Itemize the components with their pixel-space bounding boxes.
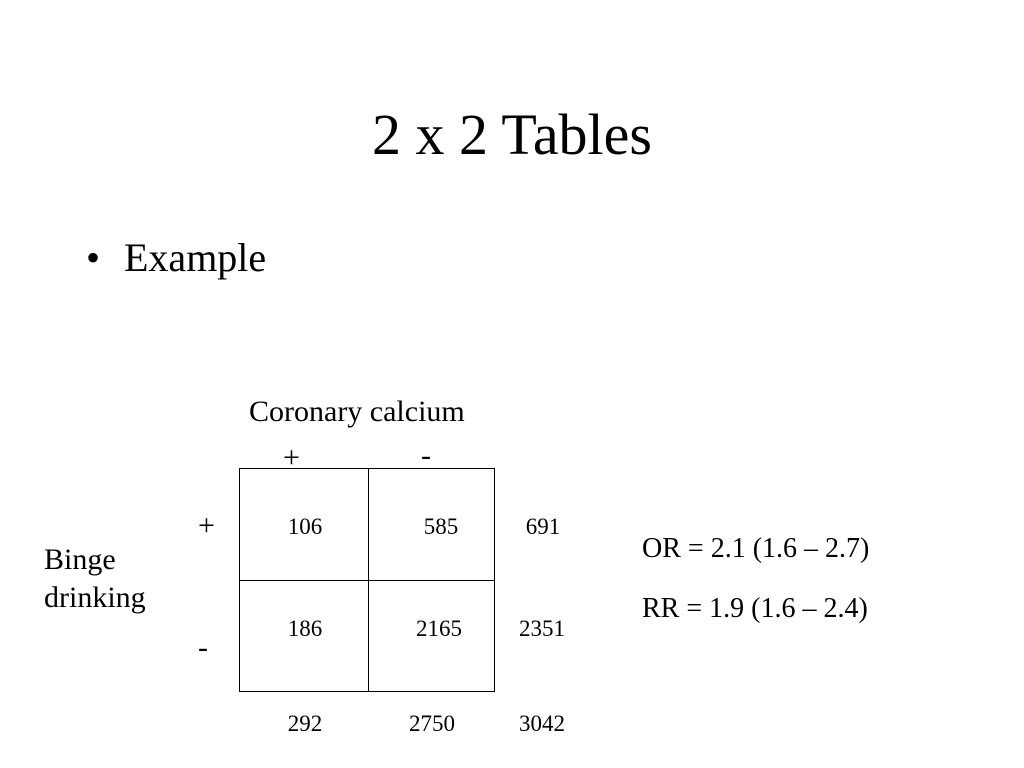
slide-title: 2 x 2 Tables: [371, 102, 652, 167]
table-grid: [239, 468, 495, 692]
grid-horizontal-divider: [240, 580, 494, 581]
cell-a: 106: [287, 514, 323, 539]
grand-total: 3042: [519, 711, 565, 736]
column-total-negative: 2750: [409, 711, 455, 736]
column-sign-negative: -: [421, 439, 431, 472]
cell-d: 2165: [416, 616, 462, 641]
relative-risk: RR = 1.9 (1.6 – 2.4): [642, 593, 868, 624]
cell-b: 585: [423, 514, 459, 539]
bullet-text: Example: [124, 235, 267, 280]
cell-c: 186: [287, 616, 323, 641]
row-sign-negative: -: [198, 631, 208, 664]
column-sign-positive: +: [283, 441, 300, 474]
row-header-line-1: Binge: [44, 543, 116, 576]
row-header-line-2: drinking: [44, 581, 146, 614]
row-sign-positive: +: [198, 509, 215, 542]
row-header: [44, 541, 146, 617]
column-header: Coronary calcium: [249, 395, 465, 428]
row-total-positive: 691: [525, 514, 561, 539]
bullet-item: [86, 234, 266, 282]
bullet-symbol: •: [86, 235, 101, 280]
row-total-negative: 2351: [519, 616, 565, 641]
odds-ratio: OR = 2.1 (1.6 – 2.7): [642, 533, 870, 564]
column-total-positive: 292: [287, 711, 323, 736]
